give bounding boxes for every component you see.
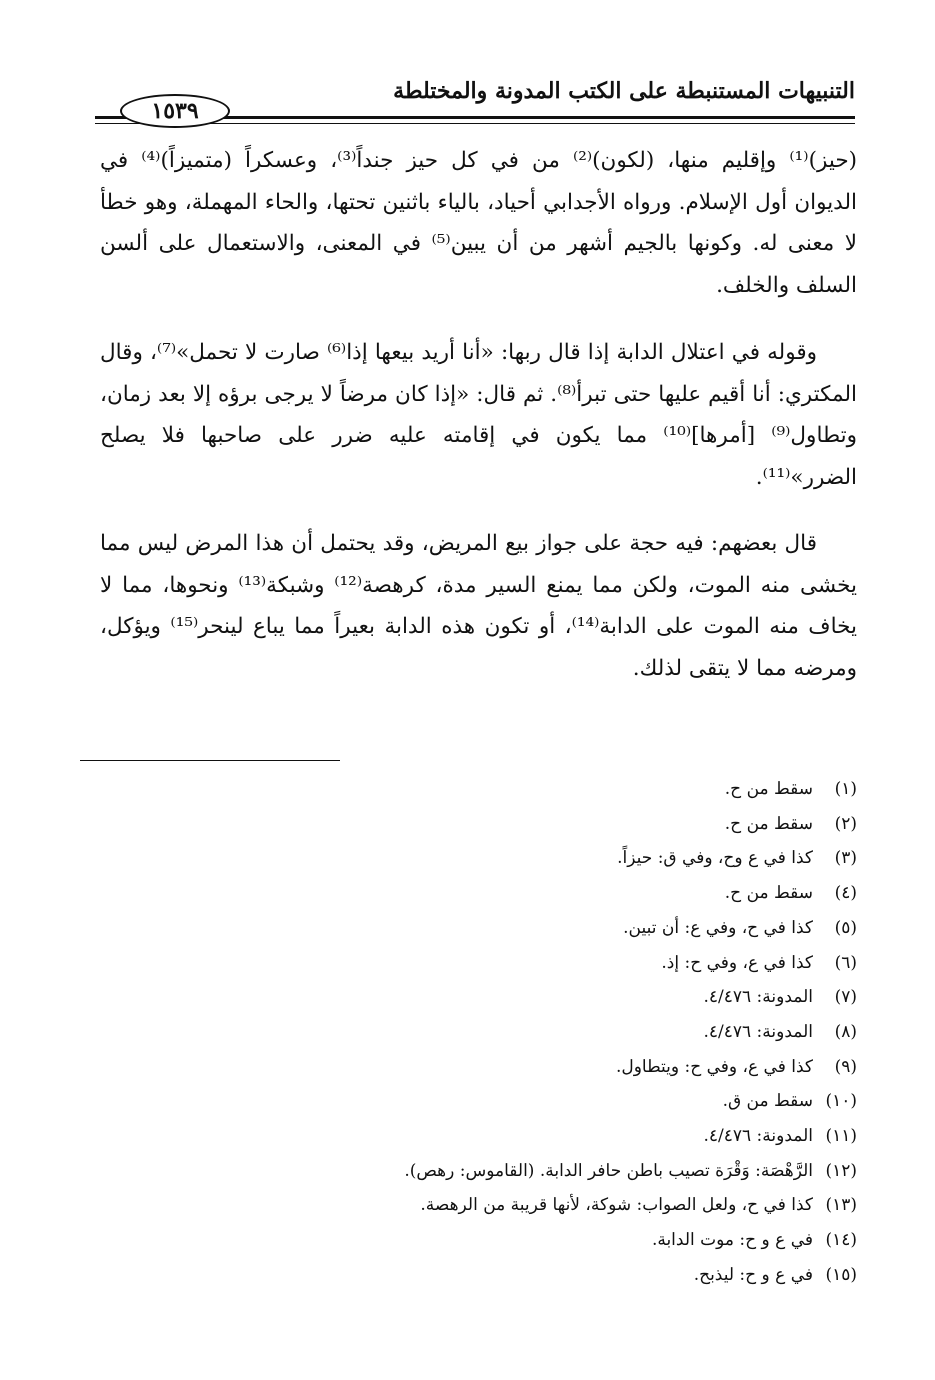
footnote xyxy=(157,1015,857,1050)
footnote-text: سقط من ق. xyxy=(722,1091,813,1112)
footnote-number: (٩) xyxy=(834,1056,857,1077)
footnote-number: (٧) xyxy=(834,987,857,1008)
footnote-number: (١٢) xyxy=(825,1160,857,1181)
footnote-text: المدونة: ٤/٤٧٦. xyxy=(703,1126,813,1147)
footnote-text: كذا في ح، وفي ع: أن تبين. xyxy=(623,917,813,938)
footnote-text: كذا في ع وح، وفي ق: حيزاً. xyxy=(617,848,813,869)
footnote-text: كذا في ع، وفي ح: ويتطاول. xyxy=(615,1056,813,1077)
footnote-text: الرَّهْصَة: وَقْرَة تصيب باطن حافر الدابة. (القاموس: رهص). xyxy=(404,1160,813,1181)
paragraph-3: قال بعضهم: فيه حجة على جواز بيع المريض، وقد يحتمل أن هذا المرض ليس مما يخشى منه الموت، ولكن مما يمنع السير مدة، كرهصة⁽¹²⁾ وشبكة⁽¹³⁾ ونحوها، مما لا يخاف منه الموت على الدابة⁽¹⁴⁾، أو تكون هذه الدابة بعيراً مما يباع لينحر⁽¹⁵⁾ ويؤكل، ومرضه مما لا يتقى لذلك. xyxy=(100,531,858,681)
footnote xyxy=(157,1084,857,1119)
page-number-badge xyxy=(120,94,230,128)
footnote xyxy=(157,946,857,981)
footnote-text: كذا في ح، ولعل الصواب: شوكة، لأنها قريبة من الرهصة. xyxy=(420,1195,813,1216)
footnote-text: سقط من ح. xyxy=(724,883,813,904)
footnote-number: (١) xyxy=(834,779,857,799)
paragraph-2: وقوله في اعتلال الدابة إذا قال ربها: «أنا أريد بيعها إذا⁽⁶⁾ صارت لا تحمل»⁽⁷⁾، وقال المكتري: أنا أقيم عليها حتى تبرأ⁽⁸⁾. ثم قال: «إذا كان مرضاً لا يرجى برؤه إلا بعد زمان، وتطاول⁽⁹⁾ [أمرها]⁽¹⁰⁾ مما يكون في إقامته عليه ضرر على صاحبها فلا يصلح الضرر»⁽¹¹⁾. xyxy=(100,340,857,490)
footnote-number: (٦) xyxy=(834,952,857,973)
footnote-text: سقط من ح. xyxy=(724,779,813,799)
footnote xyxy=(157,876,857,911)
footnote-separator xyxy=(80,760,340,761)
footnotes-list xyxy=(157,772,857,1293)
footnote-text: المدونة: ٤/٤٧٦. xyxy=(703,987,813,1008)
footnote xyxy=(157,1223,857,1258)
footnote-number: (٢) xyxy=(834,813,857,834)
footnote xyxy=(157,772,857,807)
footnote-text: المدونة: ٤/٤٧٦. xyxy=(703,1021,813,1042)
footnote xyxy=(157,1154,857,1189)
footnote-text: كذا في ع، وفي ح: إذ. xyxy=(661,952,813,973)
footnote-number: (٨) xyxy=(834,1021,857,1042)
footnote xyxy=(157,1188,857,1223)
footnote-number: (٥) xyxy=(834,917,857,938)
footnote-number: (١٣) xyxy=(825,1195,857,1216)
footnote xyxy=(157,1119,857,1154)
paragraph-1: (حيز)⁽¹⁾ وإقليم منها، (لكون)⁽²⁾ من في كل حيز جنداً⁽³⁾، وعسكراً (متميزاً)⁽⁴⁾ في الديوان أول الإسلام. ورواه الأجدابي أحياد، بالياء باثنين تحتها، والحاء المهملة، وهو خطأ لا معنى له. وكونها بالجيم أشهر من أن يبين⁽⁵⁾ في المعنى، والاستعمال على ألسن السلف والخلف. xyxy=(100,148,857,298)
footnote-text: سقط من ح. xyxy=(724,813,813,834)
footnote-number: (٤) xyxy=(834,883,857,904)
footnote xyxy=(157,841,857,876)
footnote xyxy=(157,1050,857,1085)
footnote xyxy=(157,980,857,1015)
footnote-number: (١١) xyxy=(825,1126,857,1147)
footnote-number: (١٥) xyxy=(825,1264,857,1285)
footnote xyxy=(157,911,857,946)
footnote-number: (٣) xyxy=(834,848,857,869)
footnote xyxy=(157,807,857,842)
page-number: ١٥٣٩ xyxy=(151,98,199,124)
footnote-text: في ع و ح: ليذبح. xyxy=(693,1264,813,1285)
footnote-number: (١٤) xyxy=(825,1230,857,1251)
footnote xyxy=(157,1258,857,1293)
footnote-text: في ع و ح: موت الدابة. xyxy=(651,1230,813,1251)
footnote-number: (١٠) xyxy=(825,1091,857,1112)
running-header-title: التنبيهات المستنبطة على الكتب المدونة والمختلطة xyxy=(393,78,855,104)
